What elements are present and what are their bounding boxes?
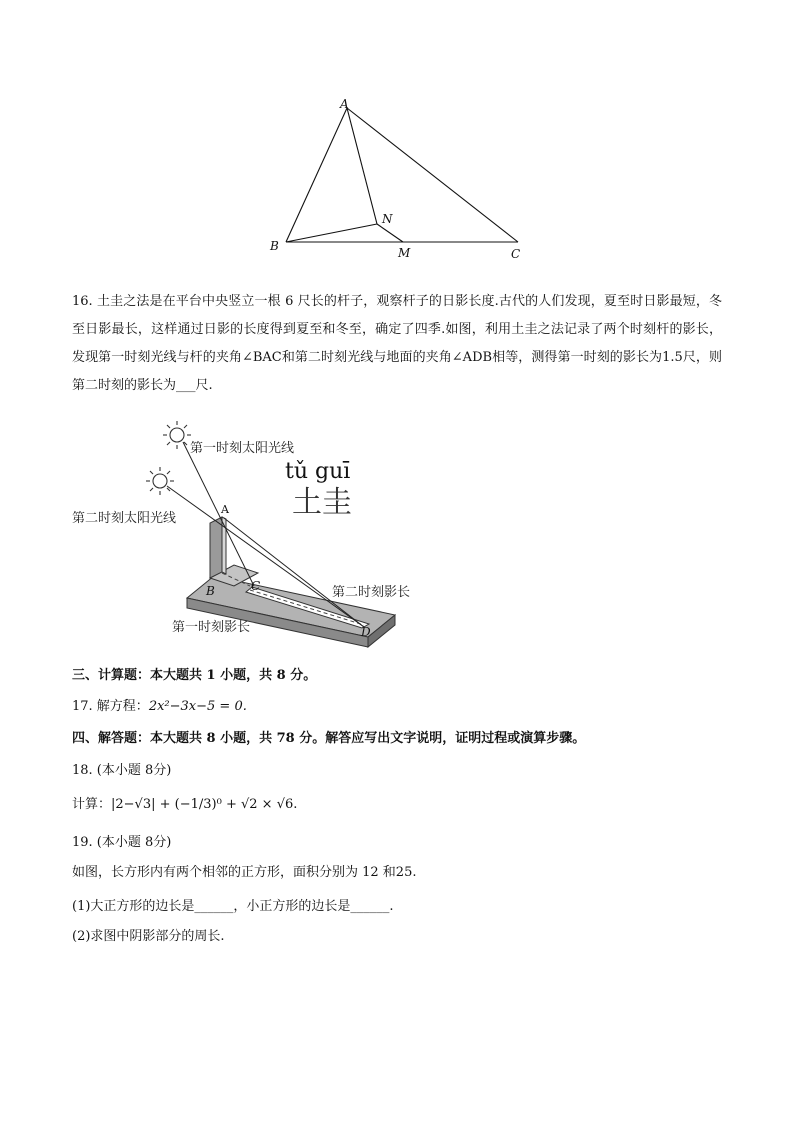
sun-icon (146, 467, 174, 495)
tugui-pinyin: tǔ guī (285, 459, 351, 484)
point-b: B (206, 584, 215, 598)
section-3-heading: 三、计算题：本大题共 1 小题，共 8 分。 (72, 668, 317, 683)
label-n: N (382, 212, 393, 226)
label-second-shadow: 第二时刻影长 (332, 585, 411, 600)
label-first-shadow: 第一时刻影长 (172, 620, 251, 635)
label-second-ray: 第二时刻太阳光线 (72, 511, 177, 526)
tugui-title: 土圭 (292, 485, 352, 520)
point-a: A (221, 503, 229, 516)
sun-icon (163, 421, 191, 449)
pole-front (210, 517, 222, 578)
segment-bn (286, 224, 377, 242)
point-d: D (361, 625, 371, 639)
q19-part1: (1)大正方形的边长是______，小正方形的边长是______. (72, 899, 394, 914)
triangle-figure (260, 92, 540, 267)
label-m: M (398, 246, 411, 260)
point-c: C (251, 579, 261, 593)
question-17 (72, 696, 732, 718)
question-18 (72, 794, 732, 816)
label-c: C (511, 247, 521, 261)
q18-expression: |2−√3| + (−1/3)⁰ + √2 × √6. (111, 797, 298, 812)
tugui-figure (60, 418, 440, 648)
segment-nm (377, 224, 403, 242)
q18-header: 18. (本小题 8分) (72, 763, 172, 778)
label-b: B (270, 239, 279, 253)
q18-prefix: 计算： (72, 797, 112, 812)
section-4-heading: 四、解答题：本大题共 8 小题，共 78 分。解答应写出文字说明，证明过程或演算步骤。 (72, 731, 586, 746)
segment-ac (347, 108, 518, 242)
label-first-ray: 第一时刻太阳光线 (190, 441, 295, 456)
segment-an (347, 108, 377, 224)
q19-intro: 如图，长方形内有两个相邻的正方形，面积分别为 12 和25. (72, 865, 417, 880)
q17-prefix: 17. 解方程： (72, 699, 149, 714)
q19-header: 19. (本小题 8分) (72, 835, 172, 850)
q17-equation: 2x²−3x−5 = 0. (148, 699, 247, 714)
question-16: 16. 土圭之法是在平台中央竖立一根 6 尺长的杆子，观察杆子的日影长度.古代的人们发现，夏至时日影最短，冬至日影最长，这样通过日影的长度得到夏至和冬至，确定了四季.如图，利用土圭之法记录了两个时刻杆的影长，发现第一时刻光线与杆的夹角∠BAC和第二时刻光线与地面的夹角∠ADB相等，测得第一时刻的影长为1.5尺，则第二时刻的影长为___尺. (72, 294, 722, 393)
segment-ab (286, 108, 347, 242)
label-a: A (340, 97, 349, 111)
q19-part2: (2)求图中阴影部分的周长. (72, 929, 225, 944)
